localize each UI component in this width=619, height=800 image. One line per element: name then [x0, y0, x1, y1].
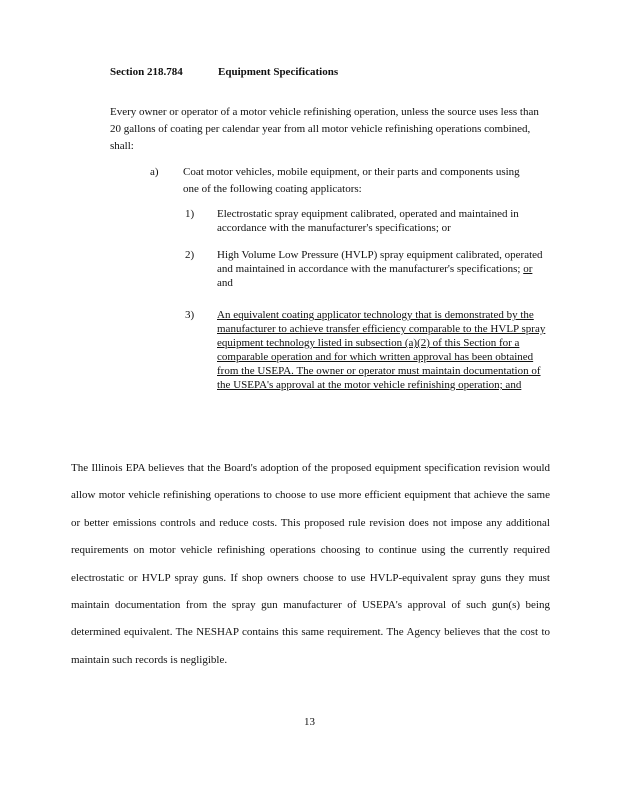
subitem-text: [217, 308, 547, 392]
subitem-text: Electrostatic spray equipment calibrated, operated and maintained in accordance with the manufacturer's specifications; or: [217, 208, 519, 234]
section-heading: [110, 66, 338, 78]
list-marker: a): [150, 166, 159, 178]
subitem-text-part: and: [217, 277, 233, 289]
section-title: Equipment Specifications: [218, 66, 339, 78]
subitem-text-part: and for which written approval has been obtained from the USEPA. The owner or operator must maintain documentation of the USEPA's approval at the motor vehicle refinishing operation; and: [217, 351, 541, 391]
underlined-insertion: or: [523, 263, 533, 275]
subitem-marker: 2): [185, 249, 195, 261]
section-number: Section 218.784: [110, 66, 183, 78]
list-item-text: Coat motor vehicles, mobile equipment, or their parts and components using one of the following coating applicators:: [183, 166, 520, 195]
page-number: 13: [304, 716, 315, 728]
intro-paragraph: Every owner or operator of a motor vehicle refinishing operation, unless the source uses less than 20 gallons of coating per calendar year from all motor vehicle refinishing operations combined, shall:: [110, 106, 539, 152]
body-paragraph: The Illinois EPA believes that the Board's adoption of the proposed equipment specification revision would allow motor vehicle refinishing operations to choose to use more efficient equipment that achieve the same or better emissions controls and reduce costs. This proposed rule revision does not impose any additional requirements on motor vehicle refinishing operations choosing to continue using the currently required electrostatic or HVLP spray guns. If shop owners choose to use HVLP-equivalent spray guns they must maintain documentation from the spray gun manufacturer of USEPA's approval of such gun(s) being determined equivalent. The NESHAP contains this same requirement. The Agency believes that the cost to maintain such records is negligible.: [71, 462, 550, 666]
subitem-text-part: High Volume Low Pressure (HVLP) spray equipment calibrated, operated and maintained in accordance with the manufacturer's specifications;: [217, 249, 543, 275]
underlined-insertion: An equivalent coating applicator technology that is demonstrated by the manufacturer to achieve transfer efficiency comparable to the HVLP spray equipment technology listed in subsection (a)(2) of this Section for a comparable operation: [217, 309, 546, 363]
subitem-text: [217, 248, 547, 290]
subitem-marker: 1): [185, 208, 195, 220]
subitem-marker: 3): [185, 309, 195, 321]
